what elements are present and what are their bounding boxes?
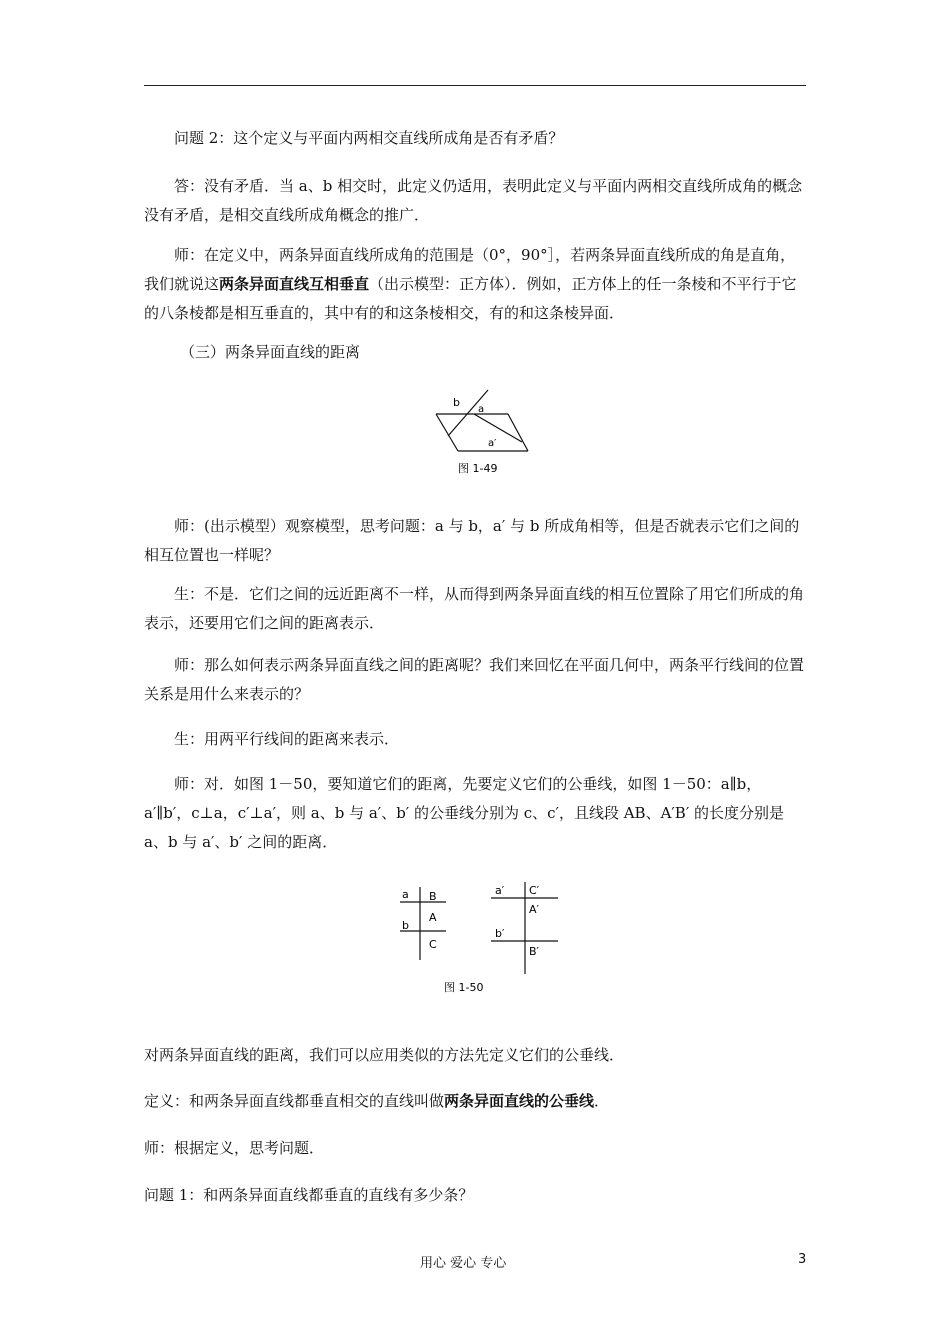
label-C-prime-right: C′: [529, 884, 540, 897]
label-a-prime: a′: [488, 438, 497, 449]
student-paragraph-1: 生：不是．它们之间的远近距离不一样，从而得到两条异面直线的相互位置除了用它们所成的角表示，还要用它们之间的距离表示．: [144, 585, 805, 632]
figure-caption-1-49: 图 1-49: [458, 462, 498, 475]
header-rule: [144, 85, 806, 86]
figure-1-49: [430, 388, 530, 476]
label-b: b: [453, 396, 460, 409]
label-a-prime-right: a′: [495, 884, 505, 897]
label-b-prime-right: b′: [495, 927, 505, 940]
student-paragraph-2: 生：用两平行线间的距离来表示．: [174, 730, 400, 748]
label-A-left: A: [429, 911, 437, 924]
label-C-left: C: [429, 938, 437, 951]
teacher-paragraph-5: 师：根据定义，思考问题．: [144, 1139, 325, 1157]
question-1: 问题 1：和两条异面直线都垂直的直线有多少条？: [144, 1186, 474, 1204]
teacher-paragraph-2: 师：(出示模型）观察模型，思考问题：a 与 b，a′ 与 b 所成角相等，但是否就表示它们之间的相互位置也一样呢？: [144, 517, 800, 564]
figure-1-50: [398, 878, 563, 996]
label-a-left: a: [402, 888, 409, 901]
figure-caption-1-50: 图 1-50: [444, 981, 484, 994]
label-A-prime-right: A′: [529, 903, 540, 916]
similar-method-paragraph: 对两条异面直线的距离，我们可以应用类似的方法先定义它们的公垂线．: [144, 1046, 625, 1064]
label-B-prime-right: B′: [529, 945, 540, 958]
teacher-paragraph-4: 师：对．如图 1－50，要知道它们的距离，先要定义它们的公垂线，如图 1－50：a∥b，a′∥b′，c⊥a，c′⊥a′，则 a、b 与 a′、b′ 的公垂线分别为 c、c′，且线段 AB、A′B′ 的长度分别是 a、b 与 a′、b′ 之间的距离．: [144, 775, 785, 851]
question-2: 问题 2：这个定义与平面内两相交直线所成角是否有矛盾？: [174, 129, 564, 147]
label-b-left: b: [402, 919, 409, 932]
definition-paragraph: 定义：和两条异面直线都垂直相交的直线叫做两条异面直线的公垂线．: [144, 1092, 610, 1110]
section-heading: （三）两条异面直线的距离: [180, 343, 361, 361]
bold-term-perpendicular: 两条异面直线互相垂直: [219, 275, 370, 293]
teacher-paragraph-1: 师：在定义中，两条异面直线所成角的范围是（0°，90°］，若两条异面直线所成的角是直角，我们就说这两条异面直线互相垂直（出示模型：正方体）．例如，正方体上的任一条棱和不平行于它的八条棱都是相互垂直的，其中有的和这条棱相交，有的和这条棱异面．: [144, 246, 797, 322]
footer-motto: 用心 爱心 专心: [420, 1256, 507, 1271]
page-number: 3: [798, 1252, 807, 1267]
bold-term-common-perpendicular: 两条异面直线的公垂线: [444, 1092, 595, 1110]
label-a: a: [478, 404, 485, 415]
answer-paragraph: 答：没有矛盾．当 a、b 相交时，此定义仍适用，表明此定义与平面内两相交直线所成角的概念没有矛盾，是相交直线所成角概念的推广．: [144, 177, 803, 224]
label-B-left: B: [429, 890, 437, 903]
teacher-paragraph-3: 师：那么如何表示两条异面直线之间的距离呢？我们来回忆在平面几何中，两条平行线间的位置关系是用什么来表示的？: [144, 656, 805, 703]
